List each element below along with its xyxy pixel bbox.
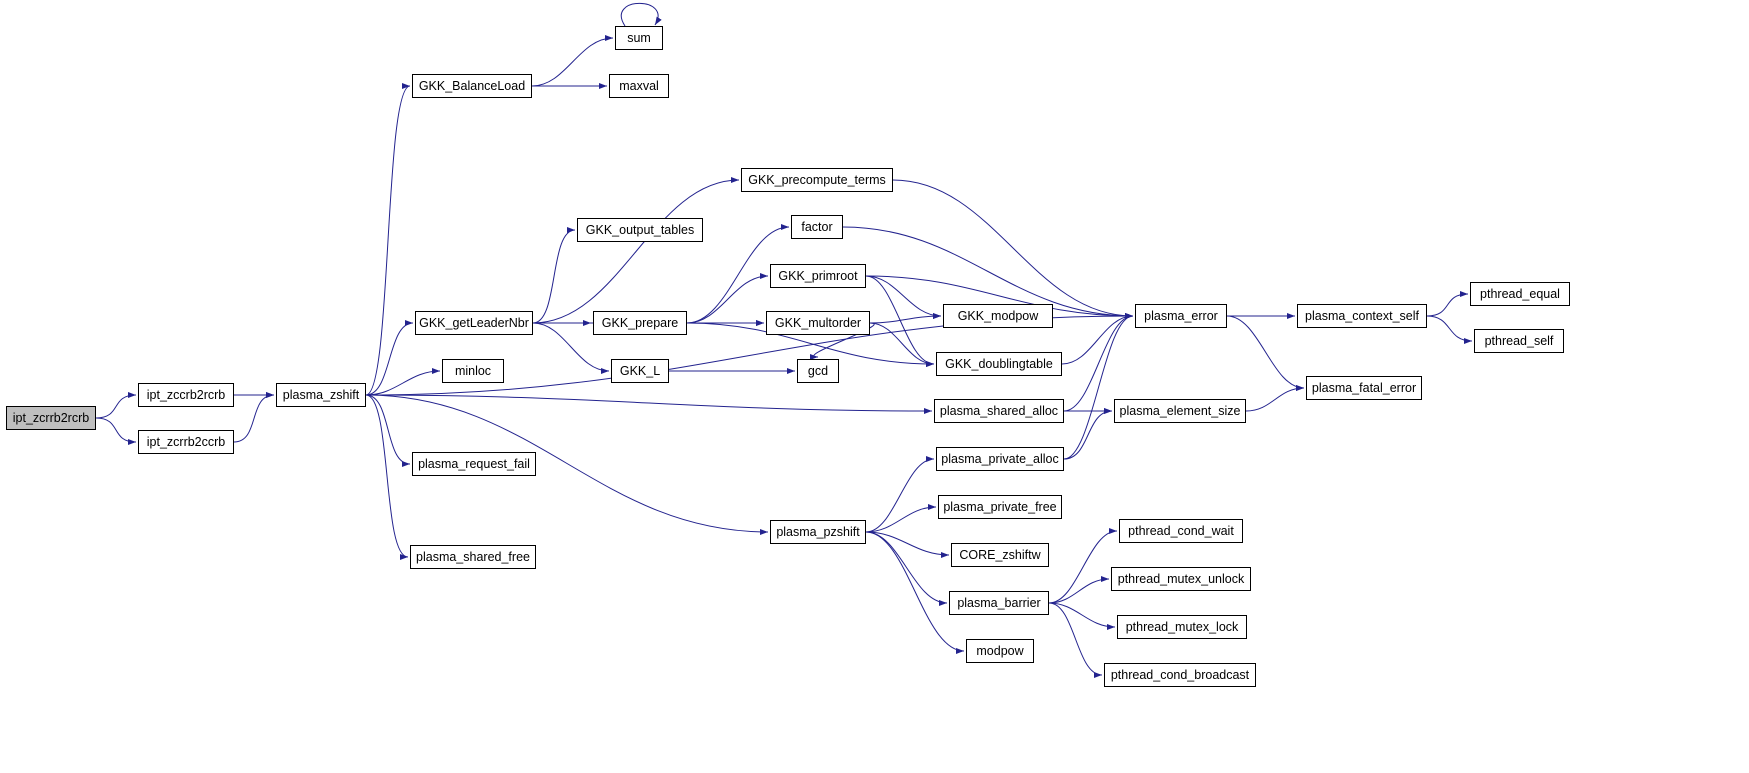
graph-node-plasma_zshift[interactable]	[276, 383, 366, 407]
graph-edge-GKK_getLeaderNbr-to-GKK_precompute_terms	[533, 180, 739, 323]
graph-edge-plasma_pzshift-to-plasma_private_alloc	[866, 459, 934, 532]
graph-node-label: pthread_cond_wait	[1128, 523, 1234, 538]
graph-edge-GKK_multorder-to-GKK_doublingtable	[870, 323, 934, 364]
graph-node-factor[interactable]	[791, 215, 843, 239]
graph-node-label: plasma_private_alloc	[941, 451, 1059, 466]
graph-edge-plasma_private_alloc-to-plasma_error	[1064, 316, 1133, 459]
graph-node-label: sum	[627, 30, 651, 45]
graph-node-pthread_mutex_lock[interactable]	[1117, 615, 1247, 639]
graph-node-pthread_equal[interactable]	[1470, 282, 1570, 306]
graph-node-label: plasma_element_size	[1119, 403, 1241, 418]
graph-edge-GKK_getLeaderNbr-to-GKK_output_tables	[533, 230, 575, 323]
graph-node-GKK_primroot[interactable]	[770, 264, 866, 288]
graph-node-CORE_zshiftw[interactable]	[951, 543, 1049, 567]
graph-node-label: plasma_zshift	[282, 387, 360, 402]
graph-node-GKK_output_tables[interactable]	[577, 218, 703, 242]
graph-node-GKK_BalanceLoad[interactable]	[412, 74, 532, 98]
graph-node-pthread_cond_broadcast[interactable]	[1104, 663, 1256, 687]
graph-node-label: plasma_shared_alloc	[939, 403, 1059, 418]
graph-node-plasma_element_size[interactable]	[1114, 399, 1246, 423]
graph-node-label: plasma_context_self	[1305, 308, 1419, 323]
graph-node-modpow[interactable]	[966, 639, 1034, 663]
graph-node-label: ipt_zccrb2rcrb	[146, 387, 226, 402]
graph-edge-GKK_primroot-to-GKK_modpow	[866, 276, 941, 316]
graph-node-plasma_request_fail[interactable]	[412, 452, 536, 476]
graph-node-label: CORE_zshiftw	[959, 547, 1041, 562]
graph-node-label: GKK_modpow	[957, 308, 1039, 323]
graph-node-GKK_precompute_terms[interactable]	[741, 168, 893, 192]
graph-node-label: pthread_mutex_unlock	[1117, 571, 1245, 586]
graph-edge-sum-to-sum	[621, 3, 658, 26]
graph-edge-plasma_error-to-plasma_fatal_error	[1227, 316, 1304, 388]
graph-edge-plasma_zshift-to-GKK_BalanceLoad	[366, 86, 410, 395]
graph-node-minloc[interactable]	[442, 359, 504, 383]
graph-node-label: gcd	[807, 363, 829, 378]
graph-node-GKK_modpow[interactable]	[943, 304, 1053, 328]
graph-node-label: GKK_prepare	[601, 315, 679, 330]
graph-node-plasma_context_self[interactable]	[1297, 304, 1427, 328]
graph-node-label: GKK_output_tables	[585, 222, 695, 237]
graph-node-label: pthread_mutex_lock	[1125, 619, 1239, 634]
graph-node-label: pthread_equal	[1480, 286, 1560, 301]
graph-node-plasma_barrier[interactable]	[949, 591, 1049, 615]
graph-node-plasma_private_alloc[interactable]	[936, 447, 1064, 471]
graph-node-label: plasma_barrier	[957, 595, 1041, 610]
graph-node-label: pthread_self	[1484, 333, 1554, 348]
graph-node-plasma_error[interactable]	[1135, 304, 1227, 328]
graph-node-label: GKK_L	[619, 363, 661, 378]
graph-node-pthread_self[interactable]	[1474, 329, 1564, 353]
graph-node-GKK_L[interactable]	[611, 359, 669, 383]
graph-node-label: GKK_doublingtable	[945, 356, 1053, 371]
graph-node-label: plasma_private_free	[943, 499, 1057, 514]
graph-edge-factor-to-plasma_error	[843, 227, 1133, 316]
graph-edge-ipt_zcrrb2rcrb-to-ipt_zccrb2rcrb	[96, 395, 136, 418]
graph-node-label: GKK_primroot	[778, 268, 858, 283]
graph-node-plasma_shared_free[interactable]	[410, 545, 536, 569]
graph-node-label: ipt_zcrrb2rcrb	[12, 410, 90, 425]
graph-node-label: GKK_BalanceLoad	[418, 78, 526, 93]
graph-edge-ipt_zcrrb2rcrb-to-ipt_zcrrb2ccrb	[96, 418, 136, 442]
graph-node-ipt_zcrrb2rcrb[interactable]	[6, 406, 96, 430]
graph-node-label: factor	[801, 219, 833, 234]
graph-node-pthread_cond_wait[interactable]	[1119, 519, 1243, 543]
graph-edge-plasma_barrier-to-pthread_cond_broadcast	[1049, 603, 1102, 675]
graph-node-plasma_pzshift[interactable]	[770, 520, 866, 544]
graph-node-GKK_getLeaderNbr[interactable]	[415, 311, 533, 335]
graph-edge-plasma_barrier-to-pthread_mutex_unlock	[1049, 579, 1109, 603]
graph-node-label: minloc	[454, 363, 492, 378]
graph-edge-plasma_zshift-to-plasma_shared_alloc	[366, 395, 932, 411]
graph-edge-plasma_private_alloc-to-plasma_element_size	[1064, 411, 1112, 459]
graph-node-maxval[interactable]	[609, 74, 669, 98]
graph-edge-plasma_element_size-to-plasma_fatal_error	[1246, 388, 1304, 411]
graph-node-GKK_doublingtable[interactable]	[936, 352, 1062, 376]
graph-edge-plasma_shared_alloc-to-plasma_error	[1064, 316, 1133, 411]
graph-node-sum[interactable]	[615, 26, 663, 50]
graph-edge-plasma_zshift-to-minloc	[366, 371, 440, 395]
graph-node-label: pthread_cond_broadcast	[1110, 667, 1250, 682]
graph-edge-GKK_multorder-to-GKK_modpow	[870, 316, 941, 323]
graph-node-label: maxval	[619, 78, 659, 93]
graph-edge-GKK_prepare-to-GKK_primroot	[687, 276, 768, 323]
graph-node-ipt_zcrrb2ccrb[interactable]	[138, 430, 234, 454]
graph-node-label: plasma_pzshift	[776, 524, 860, 539]
graph-node-plasma_fatal_error[interactable]	[1306, 376, 1422, 400]
graph-node-GKK_prepare[interactable]	[593, 311, 687, 335]
graph-node-gcd[interactable]	[797, 359, 839, 383]
graph-edge-plasma_zshift-to-plasma_shared_free	[366, 395, 408, 557]
graph-node-GKK_multorder[interactable]	[766, 311, 870, 335]
graph-edge-plasma_context_self-to-pthread_equal	[1427, 294, 1468, 316]
graph-node-label: plasma_fatal_error	[1311, 380, 1417, 395]
graph-node-label: plasma_request_fail	[418, 456, 530, 471]
graph-node-label: plasma_error	[1144, 308, 1218, 323]
graph-edge-GKK_precompute_terms-to-plasma_error	[893, 180, 1133, 316]
graph-edge-GKK_BalanceLoad-to-sum	[532, 38, 613, 86]
graph-node-label: GKK_getLeaderNbr	[419, 315, 529, 330]
graph-node-label: GKK_multorder	[774, 315, 862, 330]
graph-node-ipt_zccrb2rcrb[interactable]	[138, 383, 234, 407]
graph-node-plasma_shared_alloc[interactable]	[934, 399, 1064, 423]
graph-edge-plasma_context_self-to-pthread_self	[1427, 316, 1472, 341]
graph-node-label: ipt_zcrrb2ccrb	[146, 434, 226, 449]
graph-edge-plasma_zshift-to-plasma_request_fail	[366, 395, 410, 464]
graph-edge-ipt_zcrrb2ccrb-to-plasma_zshift	[234, 395, 274, 442]
graph-node-pthread_mutex_unlock[interactable]	[1111, 567, 1251, 591]
graph-node-label: plasma_shared_free	[416, 549, 530, 564]
graph-node-label: modpow	[976, 643, 1024, 658]
graph-node-plasma_private_free[interactable]	[938, 495, 1062, 519]
graph-edge-plasma_barrier-to-pthread_cond_wait	[1049, 531, 1117, 603]
graph-node-label: GKK_precompute_terms	[748, 172, 886, 187]
